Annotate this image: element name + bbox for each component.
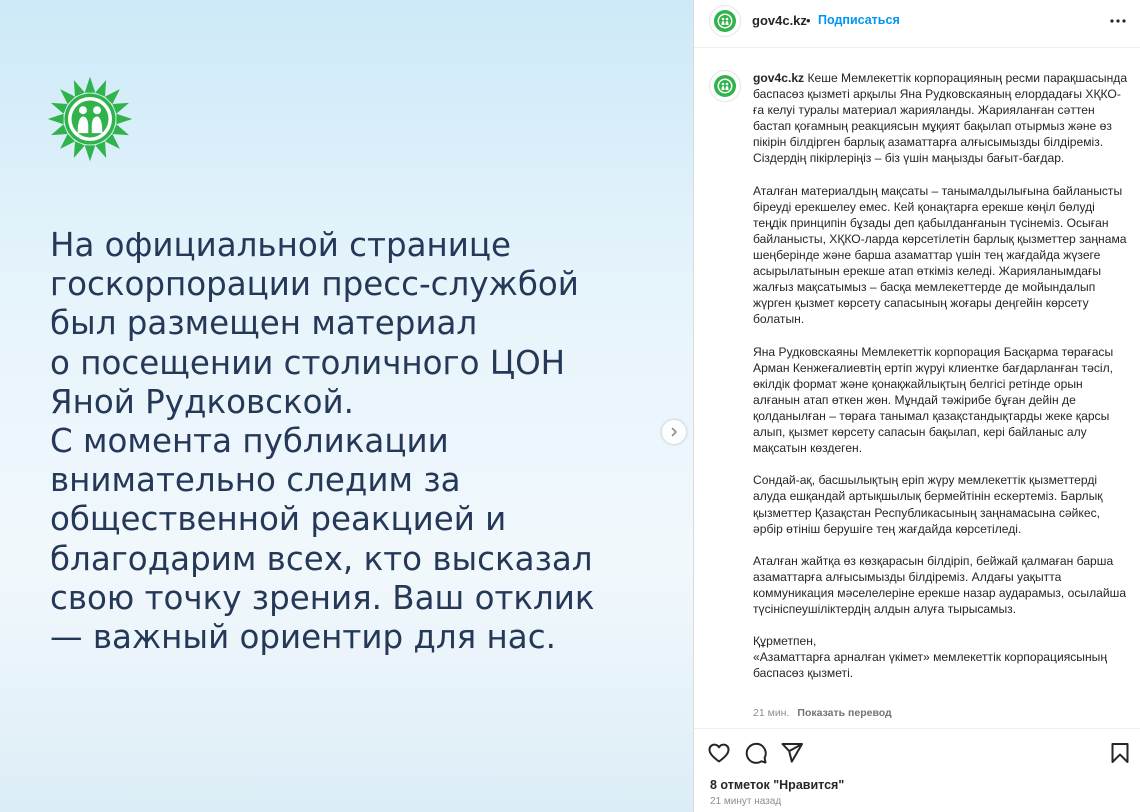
post-details-panel — [694, 0, 1140, 812]
caption-paragraph: Құрметпен, «Азаматтарға арналған үкімет» мемлекеттік корпорациясының баспасөз қызметі. — [753, 634, 1108, 681]
caption-username-link[interactable]: gov4c.kz — [753, 71, 805, 85]
post-timestamp[interactable]: 21 минут назад — [710, 796, 782, 807]
caption-paragraph: Аталған жайтқа өз көзқарасын білдіріп, бейжай қалмаған барша азаматтарға алғысымызды білдіреміз. Алдағы уақытта коммуникация мәселелеріне ерекше назар аударамыз, осылайша түсініспеушіліктердің алдын алуға тырысамыз. — [753, 553, 1127, 617]
caption-meta — [753, 707, 892, 719]
post-header — [694, 0, 1140, 48]
gov4c-logo-icon — [46, 75, 134, 163]
avatar[interactable] — [709, 5, 741, 37]
likes-count[interactable]: 8 отметок "Нравится" — [710, 778, 845, 792]
caption-paragraph: Сондай-ақ, басшылықтың еріп жүру мемлекеттік қызметтерді алуда ешқандай артықшылық бермейтінін ескертеміз. Барлық қызметтер Қазақстан Республикасының заңнамасына сәйкес, әрбір өтініш берушіге тең жағдайда көрсетіледі. — [753, 473, 1103, 536]
actions-divider — [694, 728, 1140, 729]
heart-icon[interactable] — [707, 741, 731, 765]
caption-section — [694, 48, 1140, 728]
caption-paragraph — [753, 70, 1131, 167]
caption-paragraph: Яна Рудковскаяны Мемлекеттік корпорация Басқарма төрағасы Арман Кенжеғалиевтің ертіп жүруі клиентке бағдарланған тәсіл, өкілдік формат және қонақжайлықтың белгісі ретінде орын алғанын атап өткен жөн. Мұндай тәжірибе бұған дейін де қолданылған – төраға танымал қазақстандықтарды жеке қарсы алып, қызмет көрсету сапасын бақылап, кері байланыс алу мақсатын көздеген. — [753, 344, 1114, 456]
caption-paragraph: Аталған материалдың мақсаты – танымалдылығына байланысты біреуді ерекшелеу емес. Кей қонақтарға ерекше көңіл бөлуді теңдік принципін бұзады деп қабылданғанын түсінеміз. Осыған байланысты, ХҚКО-ларда көрсетілетін барлық қызметтер заңнама шеңберінде және барша азаматтар үшін тең жағдайда жүзеге асырылатынын ерекше атап өткіміз келеді. Жарияланымдағы жалғыз мақсатымыз – басқа мемлекеттерде де мойындалып жүрген қызмет көрсету сапасының жоғары деңгейін көрсету болатын. — [753, 183, 1127, 327]
show-translation-link[interactable]: Показать перевод — [797, 707, 892, 719]
follow-button[interactable]: Подписаться — [818, 13, 900, 27]
avatar[interactable] — [709, 70, 741, 102]
caption-paragraph-text: Кеше Мемлекеттік корпорацияның ресми парақшасында баспасөз қызметі арқылы Яна Рудковскаяның елордадағы ХҚКО-ға келуі туралы материал жарияланды. Жарияланған сәттен бастап қоғамның реакциясын мұқият бақылап отырмыз және өз пікірін білдірген барлық азаматтарға алғысымызды білдіреміз. Сіздердің пікірлеріңіз – біз үшін маңызды бағыт-бағдар. — [753, 71, 1128, 166]
share-icon[interactable] — [780, 741, 804, 765]
next-slide-button[interactable] — [662, 420, 686, 444]
separator-dot: • — [806, 13, 811, 28]
more-horizontal-icon[interactable] — [1108, 11, 1128, 31]
gov4c-logo-icon — [710, 71, 740, 101]
chevron-right-icon — [668, 426, 680, 438]
bookmark-icon[interactable] — [1108, 741, 1132, 765]
gov4c-logo-icon — [710, 6, 740, 36]
media-text: На официальной странице госкорпорации пресс-службой был размещен материал о посещении столичного ЦОН Яной Рудковской. С момента публикации внимательно следим за общественной реакцией и благодарим всех, кто высказал свою точку зрения. Ваш отклик — важный ориентир для нас. — [50, 226, 595, 657]
username-link[interactable]: gov4c.kz — [752, 13, 807, 28]
caption-text — [753, 70, 1131, 682]
comment-icon[interactable] — [744, 741, 768, 765]
caption-time: 21 мин. — [753, 707, 790, 719]
